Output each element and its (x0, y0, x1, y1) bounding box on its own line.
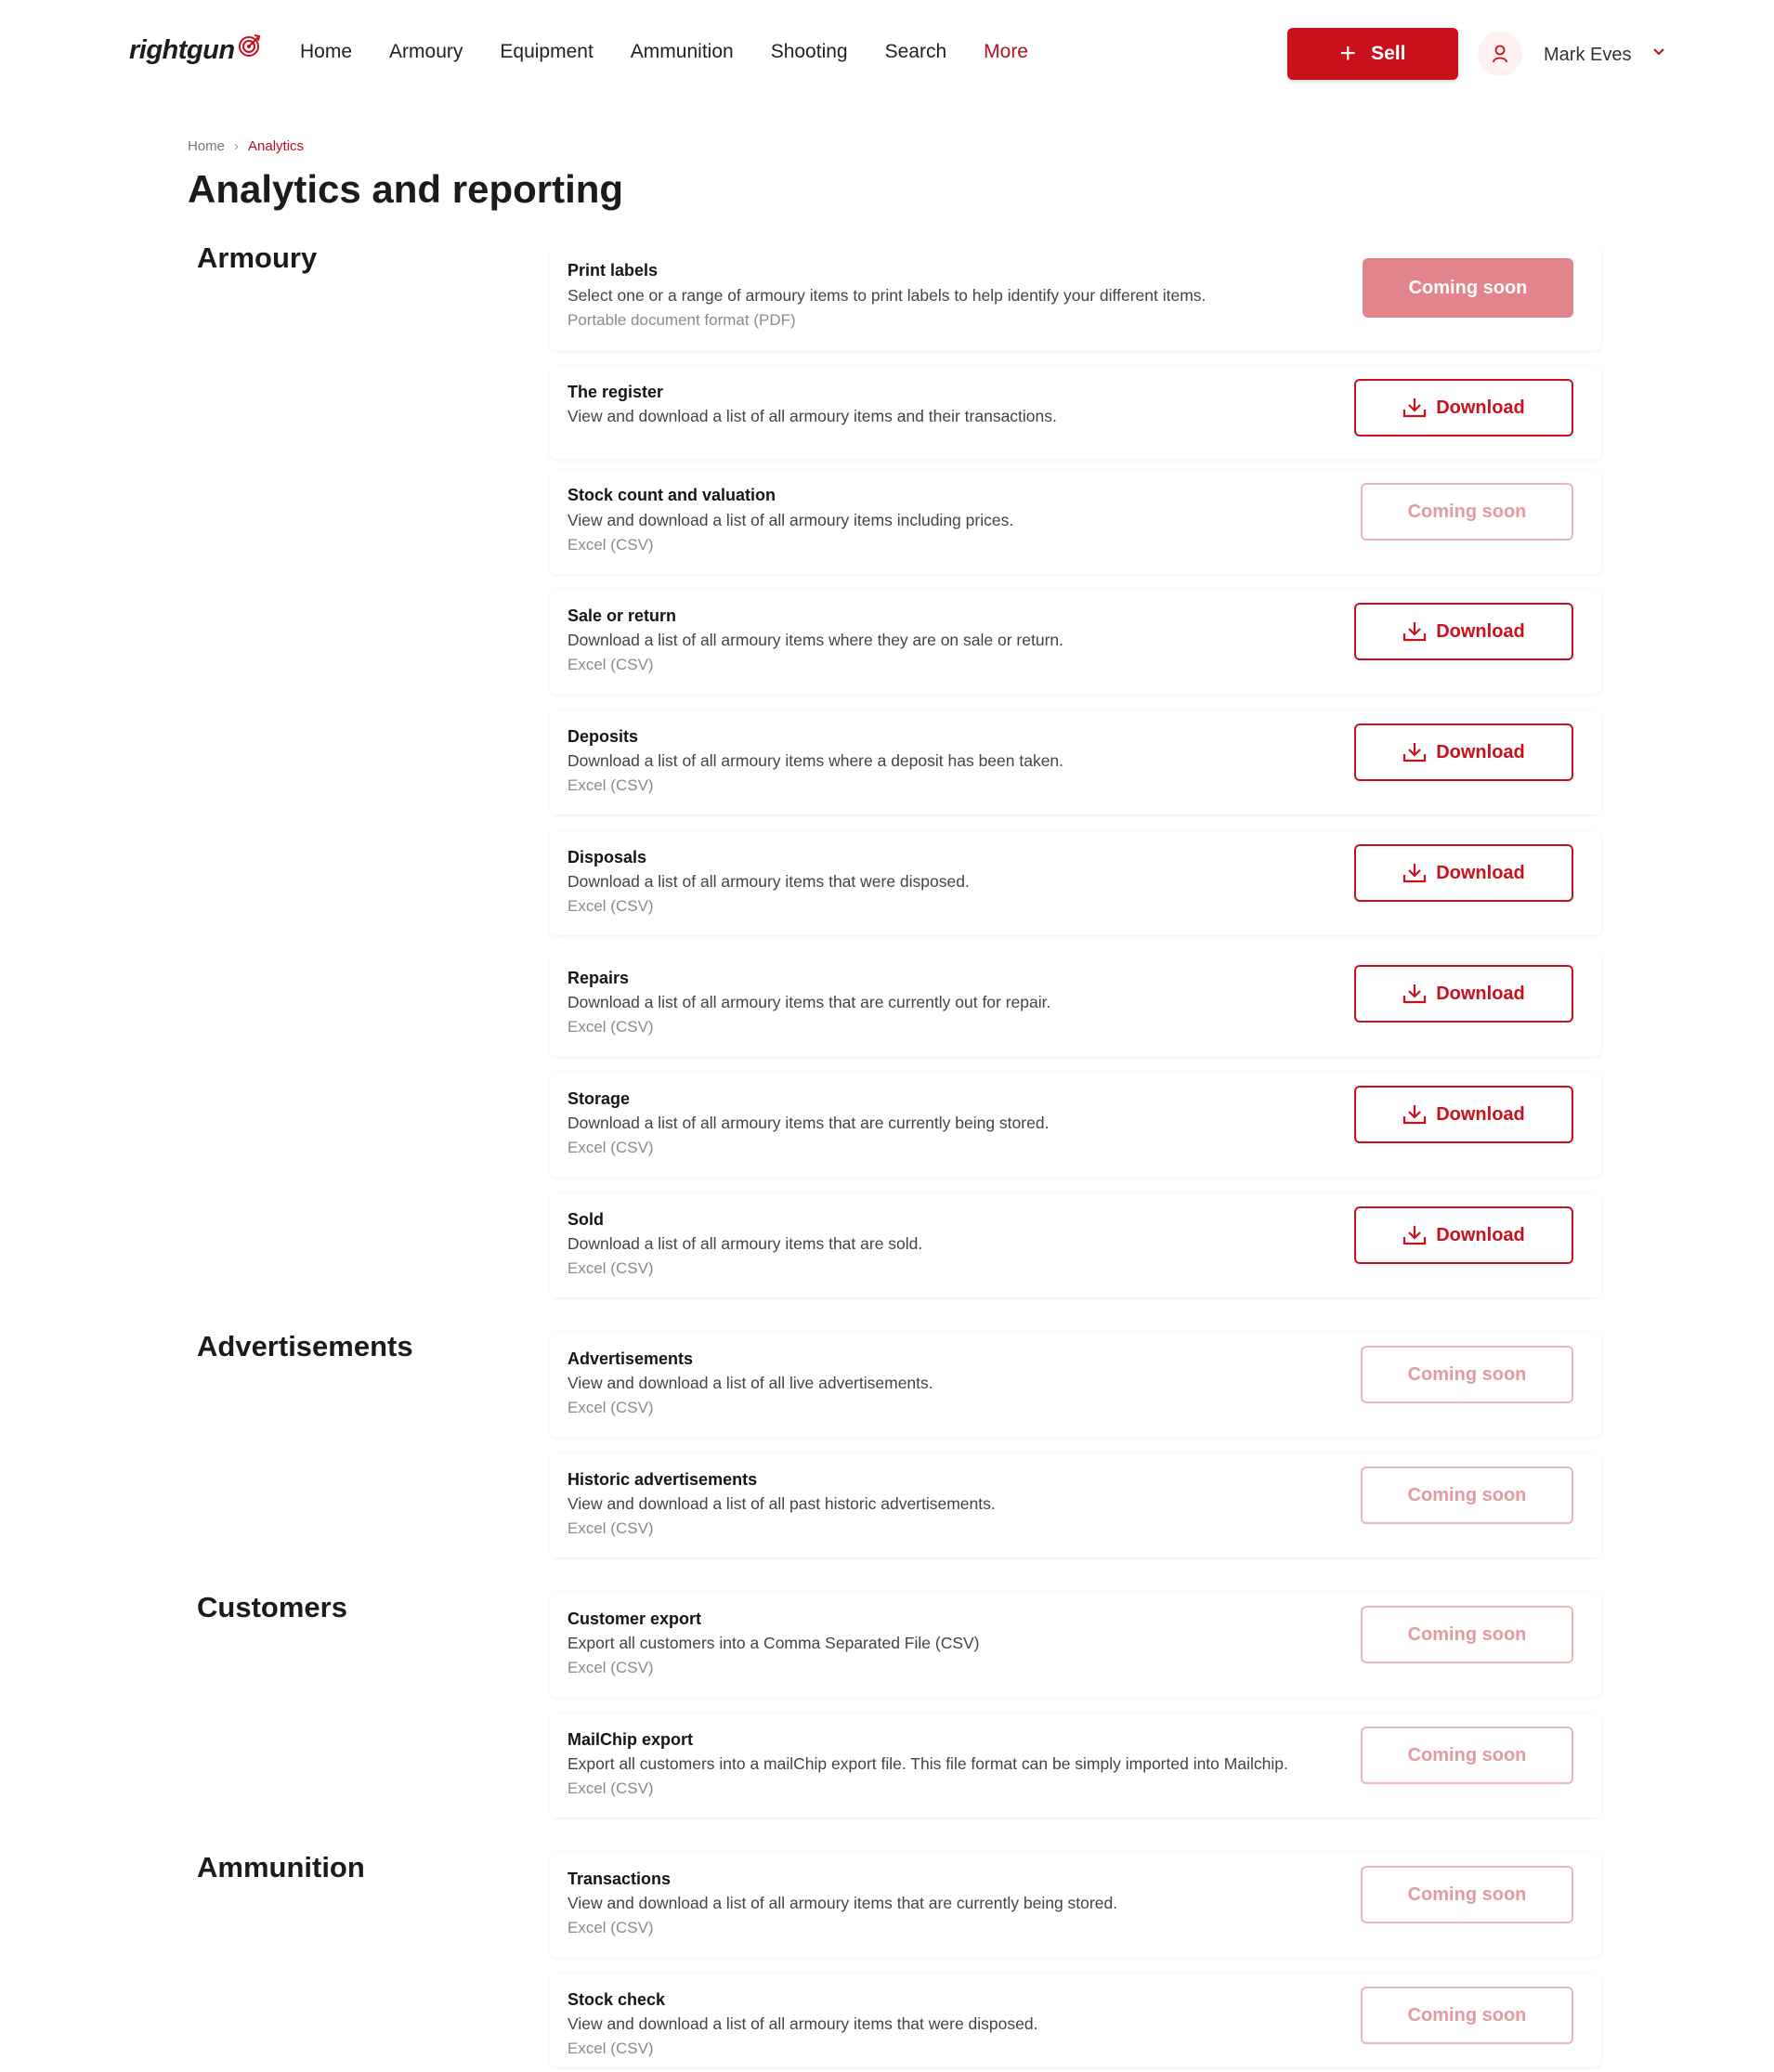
report-row-repairs (550, 952, 1601, 1056)
report-format: Excel (CSV) (567, 536, 654, 554)
download-button[interactable] (1354, 844, 1573, 902)
section-title-ammunition: Ammunition (197, 1851, 365, 1883)
report-description: Download a list of all armoury items that are sold. (567, 1234, 923, 1253)
report-row-stock-check (550, 1974, 1601, 2066)
report-format: Excel (CSV) (567, 1919, 654, 1936)
report-format: Excel (CSV) (567, 1259, 654, 1277)
report-title: Sold (567, 1210, 604, 1229)
report-description: View and download a list of all armoury items that were disposed. (567, 2014, 1038, 2033)
report-description: Download a list of all armoury items where they are on sale or return. (567, 631, 1063, 649)
nav-ammunition[interactable]: Ammunition (630, 41, 734, 62)
report-title: Historic advertisements (567, 1470, 758, 1489)
download-label: Download (1436, 862, 1525, 883)
coming-soon-button[interactable]: Coming soon (1361, 1346, 1573, 1403)
breadcrumb (188, 138, 304, 154)
main-nav (300, 41, 1065, 63)
report-row-sold (550, 1193, 1601, 1297)
sell-button[interactable] (1287, 28, 1458, 80)
report-format: Excel (CSV) (567, 2039, 654, 2057)
report-row-print-labels (550, 246, 1601, 350)
report-row-deposits (550, 710, 1601, 814)
report-title: Storage (567, 1089, 631, 1108)
report-description: View and download a list of all armoury items including prices. (567, 511, 1014, 529)
download-icon (1402, 620, 1427, 643)
download-icon (1402, 1224, 1427, 1246)
report-description: View and download a list of all live advertisements. (567, 1374, 933, 1392)
download-button[interactable] (1354, 379, 1573, 437)
report-row-advertisements (550, 1333, 1601, 1437)
report-description: View and download a list of all past historic advertisements. (567, 1494, 996, 1513)
user-icon (1491, 44, 1509, 64)
report-title: Repairs (567, 969, 630, 987)
report-format: Excel (CSV) (567, 897, 654, 915)
report-title: Deposits (567, 727, 639, 746)
report-title: The register (567, 383, 664, 401)
report-row-sale-or-return (550, 590, 1601, 694)
download-icon (1402, 862, 1427, 884)
page-title: Analytics and reporting (188, 167, 624, 211)
download-button[interactable] (1354, 1086, 1573, 1143)
avatar[interactable] (1478, 32, 1522, 76)
coming-soon-button[interactable]: Coming soon (1361, 1987, 1573, 2044)
download-label: Download (1436, 620, 1525, 642)
report-format: Excel (CSV) (567, 1519, 654, 1537)
download-icon (1402, 397, 1427, 419)
download-button[interactable] (1354, 965, 1573, 1023)
chevron-down-icon[interactable] (1651, 45, 1666, 59)
report-description: View and download a list of all armoury items that are currently being stored. (567, 1894, 1118, 1912)
nav-armoury[interactable]: Armoury (389, 41, 463, 62)
coming-soon-button[interactable]: Coming soon (1361, 1466, 1573, 1524)
report-description: Download a list of all armoury items that are currently out for repair. (567, 993, 1051, 1011)
breadcrumb-home[interactable]: Home (188, 138, 226, 154)
report-format: Excel (CSV) (567, 1399, 654, 1416)
download-icon (1402, 983, 1427, 1005)
nav-equipment[interactable]: Equipment (500, 41, 594, 62)
user-name[interactable]: Mark Eves (1544, 45, 1632, 65)
target-icon (238, 33, 262, 58)
report-row-transactions (550, 1853, 1601, 1957)
download-label: Download (1436, 1103, 1525, 1125)
report-title: Transactions (567, 1870, 672, 1888)
nav-shooting[interactable]: Shooting (770, 41, 848, 62)
report-description: Select one or a range of armoury items to print labels to help identify your different items. (567, 286, 1207, 305)
report-row-disposals (550, 831, 1601, 935)
download-label: Download (1436, 397, 1525, 418)
report-title: Stock check (567, 1990, 666, 2009)
report-title: Sale or return (567, 606, 677, 625)
section-title-advertisements: Advertisements (197, 1330, 413, 1362)
download-icon (1402, 1103, 1427, 1126)
nav-home[interactable]: Home (300, 41, 353, 62)
report-format: Excel (CSV) (567, 656, 654, 673)
report-title: Print labels (567, 261, 659, 280)
report-description: Download a list of all armoury items that were disposed. (567, 872, 970, 891)
report-description: View and download a list of all armoury items and their transactions. (567, 407, 1057, 425)
report-title: Stock count and valuation (567, 486, 776, 504)
coming-soon-button[interactable]: Coming soon (1361, 1727, 1573, 1784)
report-format: Portable document format (PDF) (567, 311, 796, 329)
report-row-register (550, 366, 1601, 459)
report-format: Excel (CSV) (567, 1018, 654, 1036)
download-label: Download (1436, 983, 1525, 1004)
report-description: Download a list of all armoury items where a deposit has been taken. (567, 751, 1064, 770)
coming-soon-button[interactable]: Coming soon (1361, 1606, 1573, 1663)
nav-more[interactable]: More (984, 41, 1028, 62)
download-icon (1402, 741, 1427, 763)
report-row-historic-advertisements (550, 1453, 1601, 1557)
top-navbar (0, 0, 1774, 108)
report-row-customer-export (550, 1593, 1601, 1697)
logo[interactable] (129, 35, 262, 66)
report-description: Export all customers into a Comma Separated File (CSV) (567, 1634, 980, 1652)
report-row-mailchip-export (550, 1714, 1601, 1818)
report-row-storage (550, 1073, 1601, 1177)
sell-button-label: Sell (1371, 43, 1406, 64)
section-title-customers: Customers (197, 1591, 347, 1623)
report-format: Excel (CSV) (567, 1779, 654, 1797)
chevron-right-icon: › (234, 138, 240, 154)
download-label: Download (1436, 741, 1525, 762)
download-button[interactable] (1354, 1206, 1573, 1264)
report-description: Export all customers into a mailChip export file. This file format can be simply imported into Mailchip. (567, 1754, 1288, 1773)
breadcrumb-current: Analytics (248, 138, 305, 154)
report-row-stock-count (550, 470, 1601, 574)
download-button[interactable] (1354, 603, 1573, 660)
coming-soon-button[interactable]: Coming soon (1361, 483, 1573, 541)
report-title: MailChip export (567, 1730, 694, 1749)
section-title-armoury: Armoury (197, 241, 318, 274)
download-button[interactable] (1354, 723, 1573, 781)
coming-soon-button[interactable]: Coming soon (1363, 258, 1573, 318)
download-label: Download (1436, 1224, 1525, 1245)
report-description: Download a list of all armoury items that are currently being stored. (567, 1114, 1050, 1132)
report-format: Excel (CSV) (567, 1139, 654, 1156)
report-title: Disposals (567, 848, 647, 867)
logo-text: rightgun (129, 35, 235, 65)
report-format: Excel (CSV) (567, 1659, 654, 1676)
report-title: Customer export (567, 1609, 702, 1628)
plus-icon: + (1339, 38, 1357, 69)
nav-search[interactable]: Search (884, 41, 947, 62)
report-format: Excel (CSV) (567, 776, 654, 794)
coming-soon-button[interactable]: Coming soon (1361, 1866, 1573, 1923)
report-title: Advertisements (567, 1349, 694, 1368)
